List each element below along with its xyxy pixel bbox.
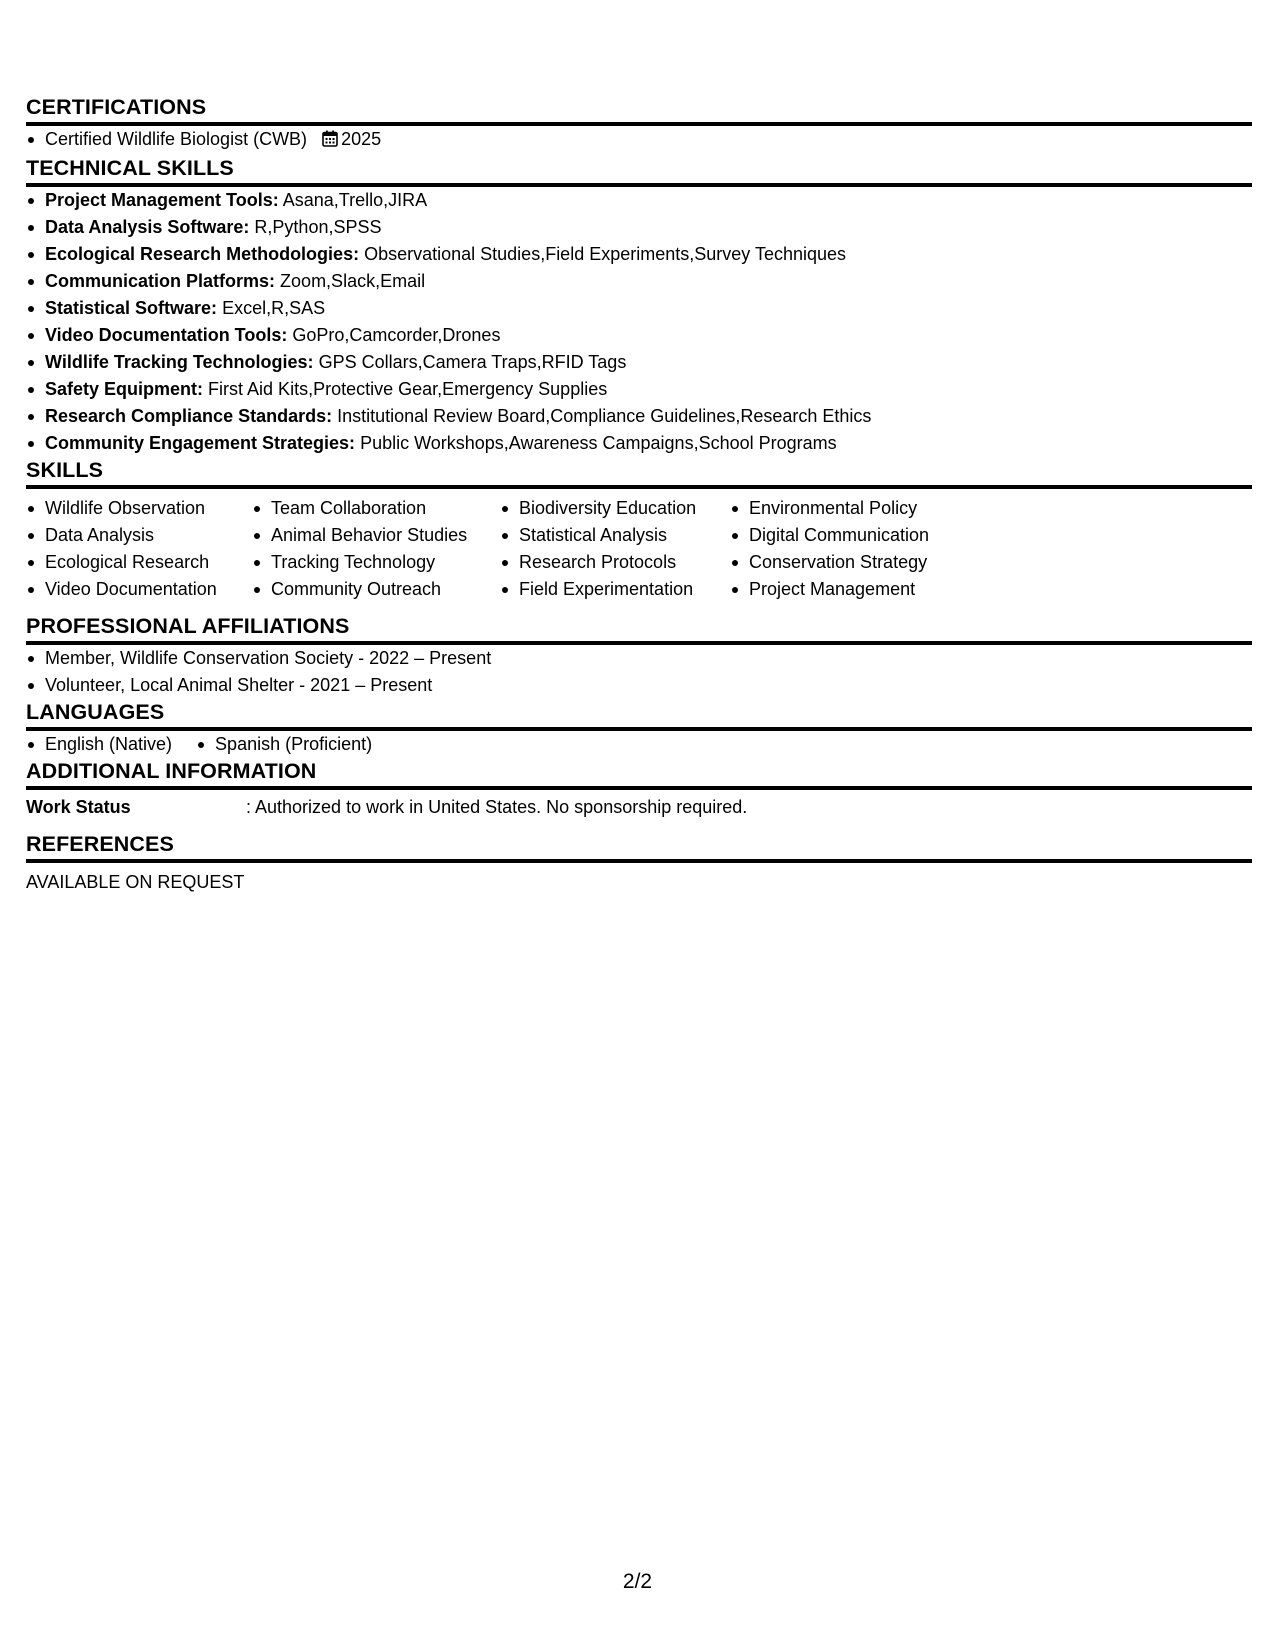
skill-item: Ecological Research: [26, 549, 252, 576]
skill-item: Field Experimentation: [500, 576, 730, 603]
skills-heading: SKILLS: [26, 457, 1252, 489]
language-item: Spanish (Proficient): [196, 731, 372, 758]
technical-skill-label: Video Documentation Tools:: [45, 325, 288, 345]
technical-skill-item: [26, 295, 1252, 322]
technical-skill-item: [26, 241, 1252, 268]
certifications-list: [26, 126, 1252, 155]
skill-item: Digital Communication: [730, 522, 990, 549]
technical-skill-item: [26, 403, 1252, 430]
skills-column: [730, 495, 990, 603]
technical-skill-label: Data Analysis Software:: [45, 217, 250, 237]
additional-info-section: [26, 758, 1252, 831]
technical-skill-value: Public Workshops,Awareness Campaigns,School Programs: [360, 433, 837, 453]
certification-name: Certified Wildlife Biologist (CWB): [45, 129, 308, 149]
page-number: 2/2: [622, 1570, 653, 1593]
skills-grid: [26, 489, 1252, 613]
technical-skills-list: [26, 187, 1252, 457]
technical-skill-item: [26, 349, 1252, 376]
skill-item: Community Outreach: [252, 576, 500, 603]
languages-section: [26, 699, 1252, 758]
skill-item: Team Collaboration: [252, 495, 500, 522]
skills-column: [500, 495, 730, 603]
technical-skill-item: [26, 376, 1252, 403]
technical-skill-value: Zoom,Slack,Email: [280, 271, 426, 291]
references-section: [26, 831, 1252, 896]
technical-skills-section: [26, 155, 1252, 457]
resume-page: [26, 94, 1252, 896]
references-text: AVAILABLE ON REQUEST: [26, 872, 245, 892]
technical-skill-label: Communication Platforms:: [45, 271, 276, 291]
technical-skill-value: GoPro,Camcorder,Drones: [292, 325, 501, 345]
skill-item: Data Analysis: [26, 522, 252, 549]
technical-skill-value: First Aid Kits,Protective Gear,Emergency Supplies: [208, 379, 608, 399]
skill-item: Wildlife Observation: [26, 495, 252, 522]
technical-skill-label: Statistical Software:: [45, 298, 218, 318]
language-item: English (Native): [26, 731, 172, 758]
technical-skill-label: Ecological Research Methodologies:: [45, 244, 360, 264]
work-status-row: [26, 790, 1252, 831]
skill-item: Biodiversity Education: [500, 495, 730, 522]
technical-skill-label: Wildlife Tracking Technologies:: [45, 352, 314, 372]
technical-skill-item: [26, 430, 1252, 457]
skill-item: Animal Behavior Studies: [252, 522, 500, 549]
calendar-icon: [322, 128, 338, 155]
skill-item: Project Management: [730, 576, 990, 603]
technical-skill-item: [26, 268, 1252, 295]
technical-skill-value: Asana,Trello,JIRA: [282, 190, 428, 210]
technical-skill-value: R,Python,SPSS: [254, 217, 382, 237]
skill-item: Environmental Policy: [730, 495, 990, 522]
technical-skill-value: Excel,R,SAS: [222, 298, 326, 318]
skills-column: [252, 495, 500, 603]
technical-skill-item: [26, 322, 1252, 349]
technical-skill-value: GPS Collars,Camera Traps,RFID Tags: [318, 352, 627, 372]
technical-skill-label: Project Management Tools:: [45, 190, 279, 210]
affiliation-item: Member, Wildlife Conservation Society - 2022 – Present: [26, 645, 1252, 672]
skills-section: [26, 457, 1252, 613]
technical-skills-heading: TECHNICAL SKILLS: [26, 155, 1252, 187]
technical-skill-item: [26, 187, 1252, 214]
technical-skill-label: Community Engagement Strategies:: [45, 433, 356, 453]
certification-year: 2025: [341, 129, 382, 149]
technical-skill-label: Safety Equipment:: [45, 379, 204, 399]
technical-skill-label: Research Compliance Standards:: [45, 406, 333, 426]
certification-item: [26, 126, 1252, 155]
work-status-label: Work Status: [26, 797, 131, 817]
work-status-value: : Authorized to work in United States. No sponsorship required.: [246, 797, 748, 817]
skill-item: Research Protocols: [500, 549, 730, 576]
skill-item: Tracking Technology: [252, 549, 500, 576]
skill-item: Video Documentation: [26, 576, 252, 603]
certifications-section: [26, 94, 1252, 155]
affiliations-list: [26, 645, 1252, 699]
skill-item: Statistical Analysis: [500, 522, 730, 549]
skill-item: Conservation Strategy: [730, 549, 990, 576]
skills-column: [26, 495, 252, 603]
languages-heading: LANGUAGES: [26, 699, 1252, 731]
additional-info-heading: ADDITIONAL INFORMATION: [26, 758, 1252, 790]
affiliations-heading: PROFESSIONAL AFFILIATIONS: [26, 613, 1252, 645]
certifications-heading: CERTIFICATIONS: [26, 94, 1252, 126]
technical-skill-item: [26, 214, 1252, 241]
affiliation-item: Volunteer, Local Animal Shelter - 2021 – Present: [26, 672, 1252, 699]
technical-skill-value: Institutional Review Board,Compliance Guidelines,Research Ethics: [337, 406, 872, 426]
references-heading: REFERENCES: [26, 831, 1252, 863]
affiliations-section: [26, 613, 1252, 699]
technical-skill-value: Observational Studies,Field Experiments,Survey Techniques: [364, 244, 847, 264]
languages-list: [26, 731, 1252, 758]
